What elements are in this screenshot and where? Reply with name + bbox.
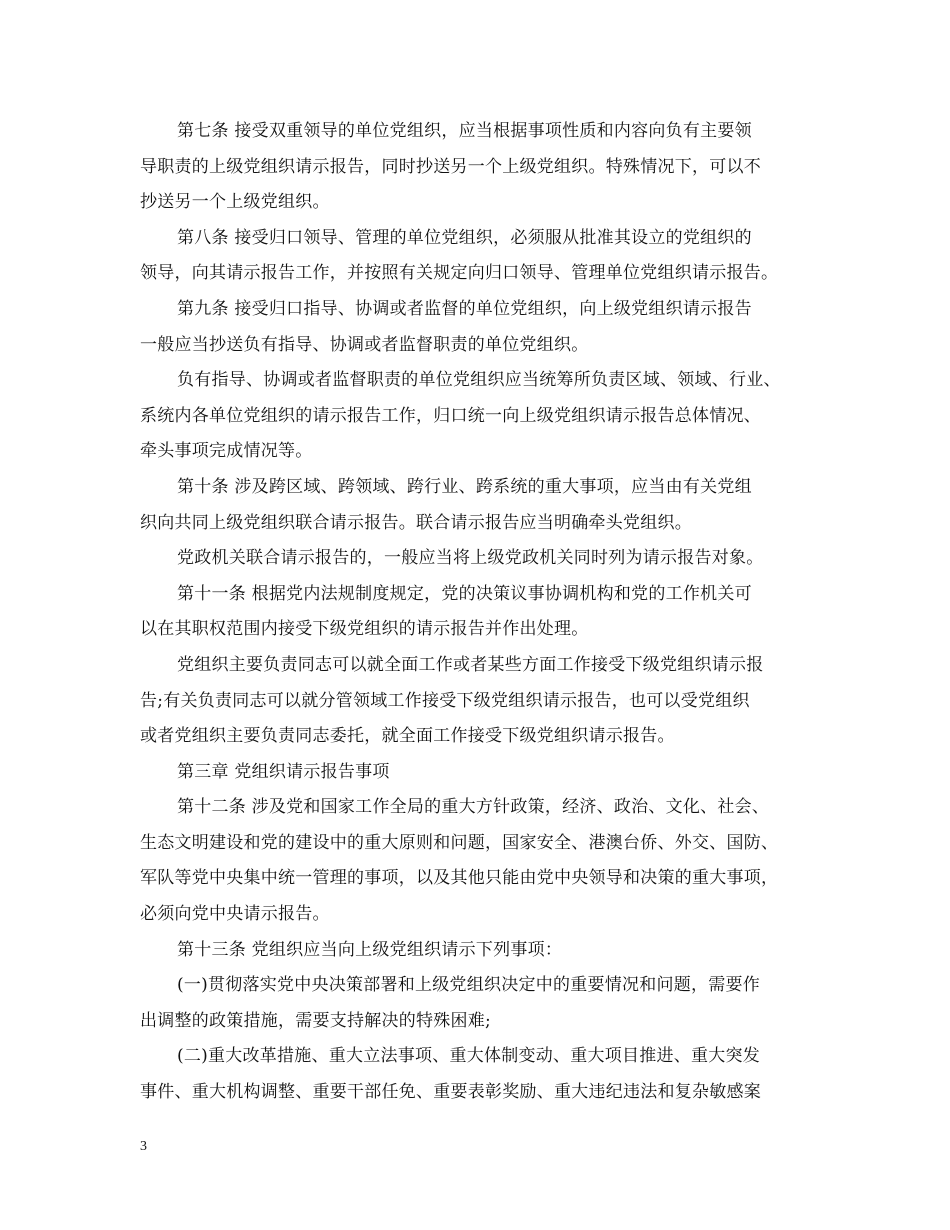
paragraph-line: 以在其职权范围内接受下级党组织的请示报告并作出处理。 — [140, 619, 589, 640]
paragraph-line: 系统内各单位党组织的请示报告工作，归口统一向上级党组织请示报告总体情况、 — [140, 405, 761, 426]
paragraph-line: 事件、重大机构调整、重要干部任免、重要表彰奖励、重大违纪违法和复杂敏感案 — [140, 1082, 761, 1103]
paragraph-line: 告;有关负责同志可以就分管领域工作接受下级党组织请示报告，也可以受党组织 — [140, 690, 750, 711]
paragraph-line: 或者党组织主要负责同志委托，就全面工作接受下级党组织请示报告。 — [140, 726, 675, 747]
paragraph-line: 第十一条 根据党内法规制度规定，党的决策议事协调机构和党的工作机关可 — [177, 583, 752, 604]
paragraph-line: 织向共同上级党组织联合请示报告。联合请示报告应当明确牵头党组织。 — [140, 512, 692, 533]
paragraph-line: 牵头事项完成情况等。 — [140, 441, 313, 462]
paragraph-line: 第十三条 党组织应当向上级党组织请示下列事项： — [177, 939, 563, 960]
paragraph-line: (二)重大改革措施、重大立法事项、重大体制变动、重大项目推进、重大突发 — [177, 1046, 761, 1067]
paragraph-line: 第十二条 涉及党和国家工作全局的重大方针政策，经济、政治、文化、社会、 — [177, 797, 770, 818]
paragraph-line: 党政机关联合请示报告的，一般应当将上级党政机关同时列为请示报告对象。 — [177, 548, 764, 569]
paragraph-line: 导职责的上级党组织请示报告，同时抄送另一个上级党组织。特殊情况下，可以不 — [140, 156, 761, 177]
paragraph-line: 军队等党中央集中统一管理的事项，以及其他只能由党中央领导和决策的重大事项， — [140, 868, 779, 889]
paragraph-line: 党组织主要负责同志可以就全面工作或者某些方面工作接受下级党组织请示报 — [177, 654, 764, 675]
paragraph-line: 第九条 接受归口指导、协调或者监督的单位党组织，向上级党组织请示报告 — [177, 298, 752, 319]
paragraph-line: 生态文明建设和党的建设中的重大原则和问题，国家安全、港澳台侨、外交、国防、 — [140, 832, 779, 853]
page-number: 3 — [140, 1139, 147, 1154]
paragraph-line: 抄送另一个上级党组织。 — [140, 192, 330, 213]
paragraph-line: 第十条 涉及跨区域、跨领域、跨行业、跨系统的重大事项，应当由有关党组 — [177, 476, 752, 497]
paragraph-line: 领导，向其请示报告工作，并按照有关规定向归口领导、管理单位党组织请示报告。 — [140, 263, 779, 284]
paragraph-line: (一)贯彻落实党中央决策部署和上级党组织决定中的重要情况和问题，需要作 — [177, 975, 761, 996]
paragraph-line: 必须向党中央请示报告。 — [140, 904, 330, 925]
document-body — [140, 114, 830, 1111]
chapter-heading: 第三章 党组织请示报告事项 — [177, 761, 390, 782]
paragraph-line: 出调整的政策措施，需要支持解决的特殊困难; — [140, 1010, 491, 1031]
paragraph-line: 一般应当抄送负有指导、协调或者监督职责的单位党组织。 — [140, 334, 589, 355]
paragraph-line: 负有指导、协调或者监督职责的单位党组织应当统筹所负责区域、领域、行业、 — [177, 370, 781, 391]
paragraph-line: 第八条 接受归口领导、管理的单位党组织，必须服从批准其设立的党组织的 — [177, 227, 752, 248]
paragraph-line: 第七条 接受双重领导的单位党组织，应当根据事项性质和内容向负有主要领 — [177, 121, 752, 141]
